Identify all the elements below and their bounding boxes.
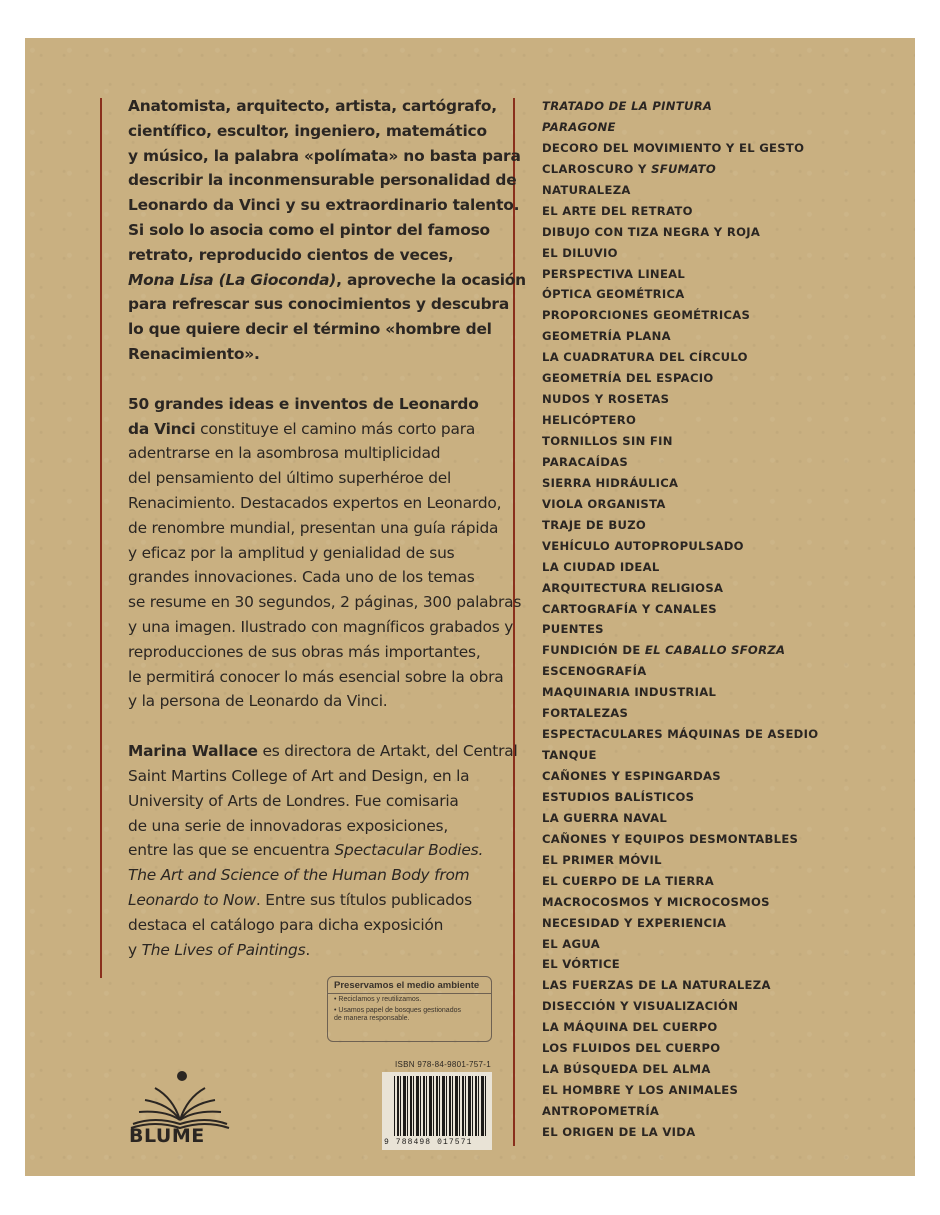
contents-item <box>542 264 902 285</box>
contents-item <box>542 159 902 180</box>
contents-item <box>542 473 902 494</box>
intro-line <box>128 268 526 293</box>
book-title-lives: The Lives of Paintings <box>141 940 306 959</box>
contents-item-text: ARQUITECTURA RELIGIOSA <box>542 580 724 595</box>
book-title-line: 50 grandes ideas e inventos de Leonardo <box>128 394 479 413</box>
contents-item-text: EL ORIGEN DE LA VIDA <box>542 1124 696 1139</box>
contents-item-text: LA CIUDAD IDEAL <box>542 559 660 574</box>
contents-item-text: TRAJE DE BUZO <box>542 517 647 532</box>
contents-item-text: HELICÓPTERO <box>542 413 637 428</box>
contents-item-text: PROPORCIONES GEOMÉTRICAS <box>542 308 751 323</box>
contents-item-text: TRATADO DE LA PINTURA <box>542 99 713 113</box>
intro-line: Renacimiento». <box>128 344 260 363</box>
contents-item <box>542 954 902 975</box>
contents-item <box>542 913 902 934</box>
intro-line: lo que quiere decir el término «hombre del <box>128 320 492 339</box>
contents-item <box>542 536 902 557</box>
contents-item <box>542 808 902 829</box>
contents-item-text: CARTOGRAFÍA Y CANALES <box>542 601 717 616</box>
contents-item <box>542 1101 902 1122</box>
contents-item-text: EL ARTE DEL RETRATO <box>542 203 693 218</box>
contents-item-text: LA CUADRATURA DEL CÍRCULO <box>542 350 748 365</box>
intro-line-rest: , aproveche la ocasión <box>336 270 526 289</box>
author-bio-paragraph <box>128 739 518 962</box>
contents-item-text: NUDOS Y ROSETAS <box>542 392 670 407</box>
bio-line: destaca el catálogo para dicha exposición <box>128 915 444 934</box>
publisher-name: BLUME <box>129 1125 205 1147</box>
contents-item <box>542 180 902 201</box>
contents-item-text: ESTUDIOS BALÍSTICOS <box>542 789 695 804</box>
contents-item-text: CAÑONES Y ESPINGARDAS <box>542 769 721 783</box>
contents-item-text: EL VÓRTICE <box>542 957 621 972</box>
contents-item-italic: EL CABALLO SFORZA <box>644 643 786 658</box>
eco-title: Preservamos el medio ambiente <box>328 977 491 994</box>
contents-item-text: FUNDICIÓN DE <box>542 643 645 658</box>
intro-line: para refrescar sus conocimientos y descubra <box>128 295 510 314</box>
contents-item-text: PERSPECTIVA LINEAL <box>542 266 686 281</box>
artwork-title: Mona Lisa (La Gioconda) <box>128 270 337 289</box>
blurb-column <box>128 94 526 987</box>
contents-item-text: TORNILLOS SIN FIN <box>542 434 673 448</box>
contents-item-text: MACROCOSMOS Y MICROCOSMOS <box>542 894 770 909</box>
eco-item: • Reciclamos y reutilizamos. <box>334 996 422 1003</box>
contents-item-text: GEOMETRÍA DEL ESPACIO <box>542 371 714 386</box>
contents-item <box>542 640 902 661</box>
contents-item <box>542 410 902 431</box>
contents-item-text: EL HOMBRE Y LOS ANIMALES <box>542 1083 739 1098</box>
description-line: le permitirá conocer lo más esencial sobre la obra <box>128 667 504 686</box>
exhibition-title: Spectacular Bodies. <box>334 841 484 860</box>
contents-item <box>542 578 902 599</box>
author-name: Marina Wallace <box>128 742 258 761</box>
bio-text: . <box>305 940 311 959</box>
contents-item <box>542 243 902 264</box>
contents-item <box>542 347 902 368</box>
description-line: adentrarse en la asombrosa multiplicidad <box>128 444 441 463</box>
eco-label <box>327 976 492 1042</box>
bio-text: y <box>128 940 142 959</box>
barcode-bars <box>394 1076 486 1136</box>
intro-line: Si solo lo asocia como el pintor del famoso <box>128 220 490 239</box>
description-line: grandes innovaciones. Cada uno de los temas <box>128 568 475 587</box>
book-back-cover <box>25 38 915 1176</box>
description-line: y una imagen. Ilustrado con magníficos grabados y <box>128 617 514 636</box>
intro-line: y músico, la palabra «polímata» no basta para <box>128 146 521 165</box>
contents-item-text: PUENTES <box>542 622 604 637</box>
contents-item-text: SIERRA HIDRÁULICA <box>542 475 679 490</box>
contents-item <box>542 1038 902 1059</box>
contents-item-text: MAQUINARIA INDUSTRIAL <box>542 685 717 700</box>
contents-item-text: NECESIDAD Y EXPERIENCIA <box>542 915 727 930</box>
description-line <box>128 417 518 442</box>
contents-item <box>542 703 902 724</box>
intro-line: científico, escultor, ingeniero, matemático <box>128 121 487 140</box>
contents-item <box>542 682 902 703</box>
barcode-digits: 9 788498 017571 <box>384 1138 473 1147</box>
bio-line <box>128 739 518 764</box>
bio-line <box>128 888 518 913</box>
contents-item-text: LAS FUERZAS DE LA NATURALEZA <box>542 978 771 993</box>
contents-item-text: NATURALEZA <box>542 182 631 197</box>
eco-item: de manera responsable. <box>334 1015 410 1022</box>
contents-item-text: LA MÁQUINA DEL CUERPO <box>542 1020 718 1035</box>
contents-item <box>542 326 902 347</box>
contents-item-text: LA BÚSQUEDA DEL ALMA <box>542 1062 711 1077</box>
contents-item <box>542 975 902 996</box>
contents-item-text: FORTALEZAS <box>542 706 629 721</box>
contents-item <box>542 724 902 745</box>
description-line: y eficaz por la amplitud y genialidad de sus <box>128 543 455 562</box>
contents-item <box>542 1017 902 1038</box>
contents-item-text: CAÑONES Y EQUIPOS DESMONTABLES <box>542 831 799 846</box>
barcode <box>382 1072 492 1150</box>
bio-text: entre las que se encuentra <box>128 841 335 860</box>
contents-item-text: EL AGUA <box>542 936 600 951</box>
left-divider-rule <box>100 98 102 978</box>
bio-line <box>128 838 518 863</box>
isbn-number: ISBN 978-84-9801-757-1 <box>395 1060 491 1069</box>
intro-line: Leonardo da Vinci y su extraordinario talento. <box>128 196 520 215</box>
contents-item <box>542 871 902 892</box>
contents-item-text: EL CUERPO DE LA TIERRA <box>542 873 715 888</box>
contents-item <box>542 138 902 159</box>
contents-item <box>542 996 902 1017</box>
contents-item-text: ESCENOGRAFÍA <box>542 664 647 679</box>
contents-item <box>542 431 902 452</box>
contents-item-text: EL PRIMER MÓVIL <box>542 852 662 867</box>
contents-item-text: EL DILUVIO <box>542 245 618 260</box>
contents-item <box>542 368 902 389</box>
intro-line: Anatomista, arquitecto, artista, cartógrafo, <box>128 97 497 115</box>
description-paragraph <box>128 392 522 714</box>
description-line: reproducciones de sus obras más importantes, <box>128 642 481 661</box>
contents-item-text: ESPECTACULARES MÁQUINAS DE ASEDIO <box>542 727 819 742</box>
contents-item <box>542 1059 902 1080</box>
contents-item <box>542 934 902 955</box>
bio-line: University of Arts de Londres. Fue comisaria <box>128 791 459 810</box>
bio-line: Saint Martins College of Art and Design, en la <box>128 766 470 785</box>
intro-line: describir la inconmensurable personalidad de <box>128 171 517 190</box>
contents-item <box>542 766 902 787</box>
contents-item <box>542 452 902 473</box>
intro-paragraph <box>128 94 526 367</box>
contents-item-text: VIOLA ORGANISTA <box>542 496 666 511</box>
contents-item <box>542 222 902 243</box>
contents-item <box>542 1080 902 1101</box>
contents-item <box>542 494 902 515</box>
contents-item <box>542 117 902 138</box>
bio-line <box>128 938 518 963</box>
book-title-end: da Vinci <box>128 419 196 438</box>
bio-line: The Art and Science of the Human Body from <box>128 866 470 885</box>
eco-item: • Usamos papel de bosques gestionados <box>334 1006 461 1014</box>
contents-item-text: ANTROPOMETRÍA <box>542 1104 660 1118</box>
contents-item-text: ÓPTICA GEOMÉTRICA <box>542 287 685 302</box>
contents-item <box>542 619 902 640</box>
contents-item <box>542 201 902 222</box>
contents-item <box>542 892 902 913</box>
contents-item <box>542 599 902 620</box>
contents-item <box>542 305 902 326</box>
contents-item-text: GEOMETRÍA PLANA <box>542 329 671 344</box>
contents-item <box>542 557 902 578</box>
exhibition-title-end: Leonardo to Now <box>128 890 256 909</box>
contents-list <box>542 96 902 1143</box>
contents-item <box>542 787 902 808</box>
contents-item-text: DISECCIÓN Y VISUALIZACIÓN <box>542 999 739 1014</box>
contents-item <box>542 96 902 117</box>
contents-item-text: CLAROSCURO Y <box>542 161 652 176</box>
contents-item-text: LA GUERRA NAVAL <box>542 810 668 825</box>
contents-item <box>542 850 902 871</box>
bio-line: de una serie de innovadoras exposiciones, <box>128 816 449 835</box>
contents-item <box>542 389 902 410</box>
contents-item <box>542 829 902 850</box>
contents-item-text: DIBUJO CON TIZA NEGRA Y ROJA <box>542 224 761 239</box>
contents-item <box>542 1122 902 1143</box>
contents-item <box>542 661 902 682</box>
contents-item-text: PARACAÍDAS <box>542 454 629 469</box>
description-text: constituye el camino más corto para <box>195 419 476 438</box>
description-line: y la persona de Leonardo da Vinci. <box>128 692 388 711</box>
contents-item-text: TANQUE <box>542 748 597 763</box>
contents-item <box>542 284 902 305</box>
bio-text: es directora de Artakt, del Central <box>257 742 518 761</box>
contents-item-text: PARAGONE <box>542 119 616 134</box>
contents-item <box>542 745 902 766</box>
description-line: Renacimiento. Destacados expertos en Leonardo, <box>128 493 502 512</box>
description-line: del pensamiento del último superhéroe del <box>128 469 452 488</box>
contents-item <box>542 515 902 536</box>
contents-item-text: LOS FLUIDOS DEL CUERPO <box>542 1041 721 1056</box>
bio-text: . Entre sus títulos publicados <box>255 890 472 909</box>
contents-item-text: VEHÍCULO AUTOPROPULSADO <box>542 538 744 553</box>
description-line: de renombre mundial, presentan una guía rápida <box>128 518 499 537</box>
contents-item-italic: SFUMATO <box>651 161 717 176</box>
description-line: se resume en 30 segundos, 2 páginas, 300 palabras <box>128 593 522 612</box>
contents-item-text: DECORO DEL MOVIMIENTO Y EL GESTO <box>542 140 805 155</box>
intro-line: retrato, reproducido cientos de veces, <box>128 245 454 264</box>
